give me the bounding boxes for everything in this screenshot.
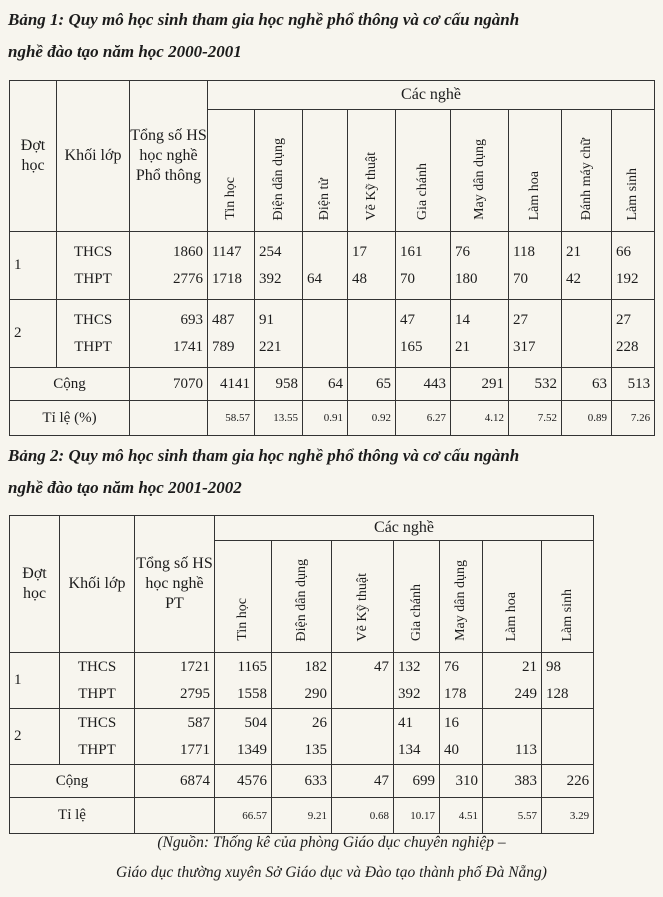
- trade-value-cell: [451, 300, 509, 368]
- trade-header-label: Tin học: [235, 598, 250, 641]
- trade-value: 48: [352, 270, 367, 287]
- ratio-row-value: 0.68: [332, 798, 394, 834]
- tong-so-cell: [135, 653, 215, 709]
- trade-header-label: Gia chánh: [415, 162, 430, 220]
- total-row-tong: 6874: [135, 765, 215, 798]
- dot-hoc-cell: 1: [10, 653, 60, 709]
- trade-value: 21: [522, 658, 537, 675]
- trade-value: 21: [455, 338, 470, 355]
- trade-value-cell: [509, 232, 562, 300]
- total-row-value: 383: [483, 765, 542, 798]
- trade-value-cell: [348, 232, 396, 300]
- table1-caption-line2: nghề đào tạo năm học 2000-2001: [8, 42, 242, 61]
- total-row-value: 64: [303, 368, 348, 401]
- trade-value-cell: [332, 653, 394, 709]
- ratio-row-value: 5.57: [483, 798, 542, 834]
- ratio-row-label: Tỉ lệ (%): [10, 401, 130, 436]
- trade-value-cell: [562, 232, 612, 300]
- trade-value: 70: [400, 270, 415, 287]
- trade-value: 161: [400, 243, 423, 260]
- trade-value: 1349: [237, 741, 267, 758]
- trade-value: [546, 710, 593, 737]
- trade-value-cell: [440, 653, 483, 709]
- tong-so-value: 2795: [180, 685, 210, 702]
- trade-value: 1558: [237, 685, 267, 702]
- header-cac-nghe: Các nghề: [208, 81, 655, 110]
- trade-header: [394, 541, 440, 653]
- trade-value: 487: [212, 311, 235, 328]
- trade-value: 76: [444, 658, 459, 675]
- trade-value: 76: [455, 243, 470, 260]
- group-row: [10, 709, 594, 765]
- header-dot-hoc: Đợt học: [10, 81, 57, 232]
- ratio-row-value: 0.91: [303, 401, 348, 436]
- trade-value: 47: [400, 311, 415, 328]
- trade-value: 17: [352, 243, 367, 260]
- trade-value-cell: [440, 709, 483, 765]
- trade-value: 27: [513, 311, 528, 328]
- table1-caption-line1: Bảng 1: Quy mô học sinh tham gia học nghề phổ thông và cơ cấu ngành: [8, 10, 520, 29]
- trade-value: 178: [444, 685, 467, 702]
- ratio-row-value: 9.21: [272, 798, 332, 834]
- trade-header: [272, 541, 332, 653]
- total-row-value: 532: [509, 368, 562, 401]
- trade-value: 21: [566, 243, 581, 260]
- table2-caption: [8, 440, 653, 504]
- total-row-value: 310: [440, 765, 483, 798]
- table2: [9, 515, 594, 834]
- trade-value: 128: [546, 685, 569, 702]
- total-row-label: Cộng: [10, 368, 130, 401]
- khoi-lop-cell: [57, 232, 130, 300]
- total-row-value: 65: [348, 368, 396, 401]
- trade-value-cell: [272, 653, 332, 709]
- trade-header-label: Gia chánh: [408, 583, 424, 641]
- header-khoi-lop: Khối lớp: [60, 516, 135, 653]
- trade-value: 1718: [212, 270, 242, 287]
- total-row-value: 291: [451, 368, 509, 401]
- khoi-lop-value: THCS: [73, 243, 113, 260]
- trade-value-cell: [255, 232, 303, 300]
- ratio-row-value: 58.57: [208, 401, 255, 436]
- trade-value: 118: [513, 243, 535, 260]
- khoi-lop-value: THCS: [77, 658, 117, 675]
- table2-caption-line2: nghề đào tạo năm học 2001-2002: [8, 478, 242, 497]
- group-row: [10, 232, 655, 300]
- trade-value: 789: [212, 338, 235, 355]
- trade-value: [566, 307, 611, 334]
- trade-value: 228: [616, 338, 639, 355]
- trade-value: [307, 307, 347, 334]
- trade-header-label: Vẽ Kỹ thuật: [354, 572, 370, 641]
- khoi-lop-cell: [60, 709, 135, 765]
- tong-so-value: 2776: [173, 270, 203, 287]
- trade-value-cell: [348, 300, 396, 368]
- trade-header: [303, 110, 348, 232]
- ratio-row-value: 4.12: [451, 401, 509, 436]
- total-row-tong: 7070: [130, 368, 208, 401]
- source-line1: (Nguồn: Thống kê của phòng Giáo dục chuyên nghiệp –: [157, 834, 506, 851]
- header-cac-nghe: Các nghề: [215, 516, 594, 541]
- trade-value: 317: [513, 338, 536, 355]
- trade-header: [562, 110, 612, 232]
- table1: [9, 80, 655, 436]
- total-row-value: 226: [542, 765, 594, 798]
- total-row-value: 47: [332, 765, 394, 798]
- tong-so-cell: [135, 709, 215, 765]
- trade-value: [332, 681, 389, 708]
- total-row-value: 513: [612, 368, 655, 401]
- trade-header-label: Điện dân dụng: [270, 137, 286, 220]
- trade-header: [612, 110, 655, 232]
- trade-header-label: May dân dụng: [471, 139, 487, 220]
- ratio-row-value: 7.52: [509, 401, 562, 436]
- ratio-row-value: 0.92: [348, 401, 396, 436]
- trade-value-cell: [303, 232, 348, 300]
- total-row-value: 699: [394, 765, 440, 798]
- khoi-lop-cell: [60, 653, 135, 709]
- tong-so-value: 693: [180, 311, 203, 328]
- trade-value-cell: [208, 300, 255, 368]
- trade-header: [255, 110, 303, 232]
- trade-value: [546, 737, 593, 764]
- ratio-row-value: 10.17: [394, 798, 440, 834]
- trade-header: [332, 541, 394, 653]
- trade-value: 91: [259, 311, 274, 328]
- ratio-row-value: 13.55: [255, 401, 303, 436]
- trade-value: 1165: [237, 658, 267, 675]
- trade-value: 64: [307, 270, 322, 287]
- khoi-lop-value: THCS: [77, 714, 117, 731]
- khoi-lop-value: THPT: [74, 270, 112, 287]
- trade-value: [352, 334, 395, 361]
- ratio-row-value: 0.89: [562, 401, 612, 436]
- khoi-lop-cell: [57, 300, 130, 368]
- trade-value: 66: [616, 243, 631, 260]
- ratio-row: [10, 401, 655, 436]
- header-tong-so: Tổng số HS học nghề Phổ thông: [130, 81, 208, 232]
- trade-header: [509, 110, 562, 232]
- trade-value-cell: [542, 653, 594, 709]
- tong-so-value: 1771: [180, 741, 210, 758]
- total-row-value: 443: [396, 368, 451, 401]
- trade-header-label: May dân dụng: [453, 560, 468, 641]
- trade-value: [566, 334, 611, 361]
- trade-header: [396, 110, 451, 232]
- trade-value: [332, 737, 389, 764]
- total-row: [10, 368, 655, 401]
- trade-header-label: Làm hoa: [527, 170, 542, 220]
- trade-value-cell: [396, 300, 451, 368]
- trade-value: 40: [444, 741, 459, 758]
- trade-value-cell: [394, 653, 440, 709]
- trade-value: 254: [259, 243, 282, 260]
- tong-so-value: 1741: [173, 338, 203, 355]
- header-dot-hoc: Đợt học: [10, 516, 60, 653]
- trade-value: 392: [259, 270, 282, 287]
- table1-caption: [8, 4, 653, 68]
- trade-value: 165: [400, 338, 423, 355]
- trade-value: 42: [566, 270, 581, 287]
- tong-so-value: 1721: [180, 658, 210, 675]
- trade-value-cell: [451, 232, 509, 300]
- khoi-lop-value: THPT: [78, 741, 116, 758]
- source-note: [0, 828, 663, 888]
- trade-value-cell: [394, 709, 440, 765]
- trade-value-cell: [562, 300, 612, 368]
- trade-value: 113: [515, 741, 537, 758]
- ratio-row-value: 7.26: [612, 401, 655, 436]
- trade-value: 290: [304, 685, 327, 702]
- group-row: [10, 300, 655, 368]
- trade-value-cell: [396, 232, 451, 300]
- trade-value: [307, 239, 347, 266]
- ratio-row-value: 4.51: [440, 798, 483, 834]
- trade-header-label: Làm sinh: [559, 588, 575, 641]
- trade-value: 132: [398, 658, 421, 675]
- khoi-lop-value: THCS: [73, 311, 113, 328]
- trade-header: [440, 541, 483, 653]
- khoi-lop-value: THPT: [74, 338, 112, 355]
- trade-header-label: Tin học: [223, 177, 238, 220]
- trade-value-cell: [332, 709, 394, 765]
- total-row-value: 633: [272, 765, 332, 798]
- source-line2: Giáo dục thường xuyên Sở Giáo dục và Đào tạo thành phố Đà Nẵng): [116, 864, 547, 881]
- trade-value-cell: [255, 300, 303, 368]
- tong-so-cell: [130, 300, 208, 368]
- trade-value: [352, 307, 395, 334]
- trade-value: [483, 710, 537, 737]
- trade-value-cell: [215, 653, 272, 709]
- trade-value: 182: [304, 658, 327, 675]
- trade-header: [451, 110, 509, 232]
- trade-header-label: Làm sinh: [625, 167, 641, 220]
- group-row: [10, 653, 594, 709]
- dot-hoc-cell: 2: [10, 300, 57, 368]
- trade-value-cell: [612, 300, 655, 368]
- trade-header-label: Điện dân dụng: [293, 558, 309, 641]
- trade-value: 249: [514, 685, 537, 702]
- ratio-row-tong: [130, 401, 208, 436]
- trade-value: [332, 710, 389, 737]
- trade-value-cell: [215, 709, 272, 765]
- ratio-row-value: 3.29: [542, 798, 594, 834]
- ratio-row-label: Tỉ lệ: [10, 798, 135, 834]
- trade-value-cell: [509, 300, 562, 368]
- trade-value-cell: [542, 709, 594, 765]
- trade-header: [215, 541, 272, 653]
- trade-value-cell: [612, 232, 655, 300]
- total-row-value: 4576: [215, 765, 272, 798]
- tong-so-value: 587: [187, 714, 210, 731]
- trade-value-cell: [483, 709, 542, 765]
- trade-value: 192: [616, 270, 639, 287]
- trade-header: [483, 541, 542, 653]
- trade-value: 134: [398, 741, 421, 758]
- trade-header-label: Đánh máy chữ: [578, 137, 594, 220]
- dot-hoc-cell: 1: [10, 232, 57, 300]
- dot-hoc-cell: 2: [10, 709, 60, 765]
- tong-so-value: 1860: [173, 243, 203, 260]
- trade-value-cell: [272, 709, 332, 765]
- tong-so-cell: [130, 232, 208, 300]
- trade-header: [542, 541, 594, 653]
- table2-caption-line1: Bảng 2: Quy mô học sinh tham gia học nghề phổ thông và cơ cấu ngành: [8, 446, 520, 465]
- trade-value: 47: [374, 658, 389, 675]
- trade-header-label: Làm hoa: [504, 591, 519, 641]
- trade-value-cell: [303, 300, 348, 368]
- trade-header-label: Vẽ Kỹ thuật: [363, 151, 379, 220]
- trade-value: 221: [259, 338, 282, 355]
- ratio-row-value: 6.27: [396, 401, 451, 436]
- trade-value: 98: [546, 658, 561, 675]
- trade-value: 70: [513, 270, 528, 287]
- total-row: [10, 765, 594, 798]
- trade-value: 180: [455, 270, 478, 287]
- trade-value: 135: [304, 741, 327, 758]
- khoi-lop-value: THPT: [78, 685, 116, 702]
- trade-value-cell: [483, 653, 542, 709]
- trade-value: 14: [455, 311, 470, 328]
- trade-value: 26: [312, 714, 327, 731]
- trade-value: 27: [616, 311, 631, 328]
- trade-value: [307, 334, 347, 361]
- trade-header: [348, 110, 396, 232]
- total-row-value: 63: [562, 368, 612, 401]
- trade-value: 1147: [212, 243, 242, 260]
- trade-value: 16: [444, 714, 459, 731]
- trade-value: 504: [244, 714, 267, 731]
- header-khoi-lop: Khối lớp: [57, 81, 130, 232]
- trade-value-cell: [208, 232, 255, 300]
- total-row-value: 4141: [208, 368, 255, 401]
- trade-header-label: Điện tử: [317, 177, 332, 220]
- trade-value: 41: [398, 714, 413, 731]
- trade-header: [208, 110, 255, 232]
- total-row-value: 958: [255, 368, 303, 401]
- trade-value: 392: [398, 685, 421, 702]
- ratio-row-value: 66.57: [215, 798, 272, 834]
- total-row-label: Cộng: [10, 765, 135, 798]
- header-tong-so: Tổng số HS học nghề PT: [135, 516, 215, 653]
